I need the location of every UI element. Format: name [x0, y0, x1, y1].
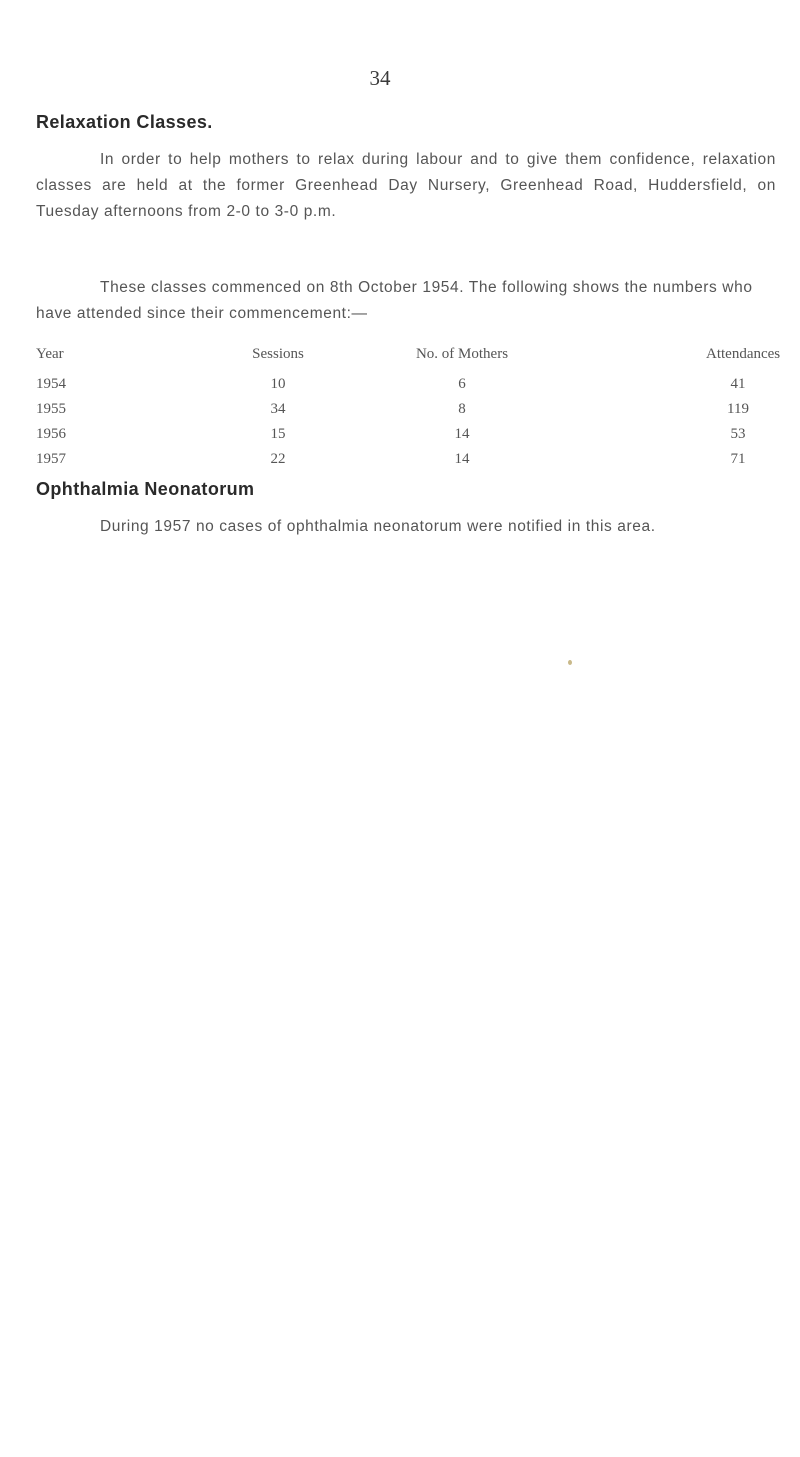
cell-sessions: 34	[270, 401, 286, 417]
cell-attendances: 71	[730, 451, 746, 467]
table-row	[36, 401, 800, 426]
cell-attendances: 119	[727, 401, 749, 417]
header-year: Year	[36, 346, 64, 362]
cell-sessions: 22	[270, 451, 286, 467]
relaxation-paragraph-1	[36, 147, 776, 225]
cell-attendances: 41	[730, 376, 746, 392]
cell-year: 1955	[36, 401, 66, 417]
cell-year: 1957	[36, 451, 66, 467]
cell-mothers: 8	[458, 401, 466, 417]
ophthalmia-paragraph-text: During 1957 no cases of ophthalmia neonatorum were notified in this area.	[100, 518, 656, 535]
relaxation-paragraph-2	[36, 275, 776, 327]
table-row	[36, 426, 800, 451]
page-number: 34	[369, 66, 391, 90]
table-row	[36, 376, 800, 401]
section-heading-ophthalmia-neonatorum: Ophthalmia Neonatorum	[36, 479, 255, 499]
header-attendances: Attendances	[706, 346, 781, 362]
cell-attendances: 53	[730, 426, 746, 442]
header-mothers: No. of Mothers	[415, 346, 509, 362]
ink-speck	[568, 660, 572, 665]
ophthalmia-paragraph	[36, 514, 776, 540]
relaxation-paragraph-1-text: In order to help mothers to relax during labour and to give them confidence, relaxation classes are held at the former Greenhead Day Nursery, Greenhead Road, Huddersfield, on Tuesday afternoons from 2-0 to 3-0 p.m.	[36, 151, 776, 220]
cell-year: 1956	[36, 426, 66, 442]
cell-sessions: 10	[270, 376, 286, 392]
cell-year: 1954	[36, 376, 66, 392]
header-sessions: Sessions	[252, 346, 304, 362]
table-row	[36, 451, 800, 476]
cell-mothers: 14	[454, 426, 470, 442]
cell-mothers: 6	[458, 376, 466, 392]
section-heading-relaxation-classes: Relaxation Classes.	[36, 112, 213, 132]
attendance-table	[36, 346, 800, 476]
cell-sessions: 15	[270, 426, 286, 442]
table-header-row	[36, 346, 800, 376]
cell-mothers: 14	[454, 451, 470, 467]
relaxation-paragraph-2-text: These classes commenced on 8th October 1954. The following shows the numbers who have attended since their commencement:—	[36, 279, 753, 322]
